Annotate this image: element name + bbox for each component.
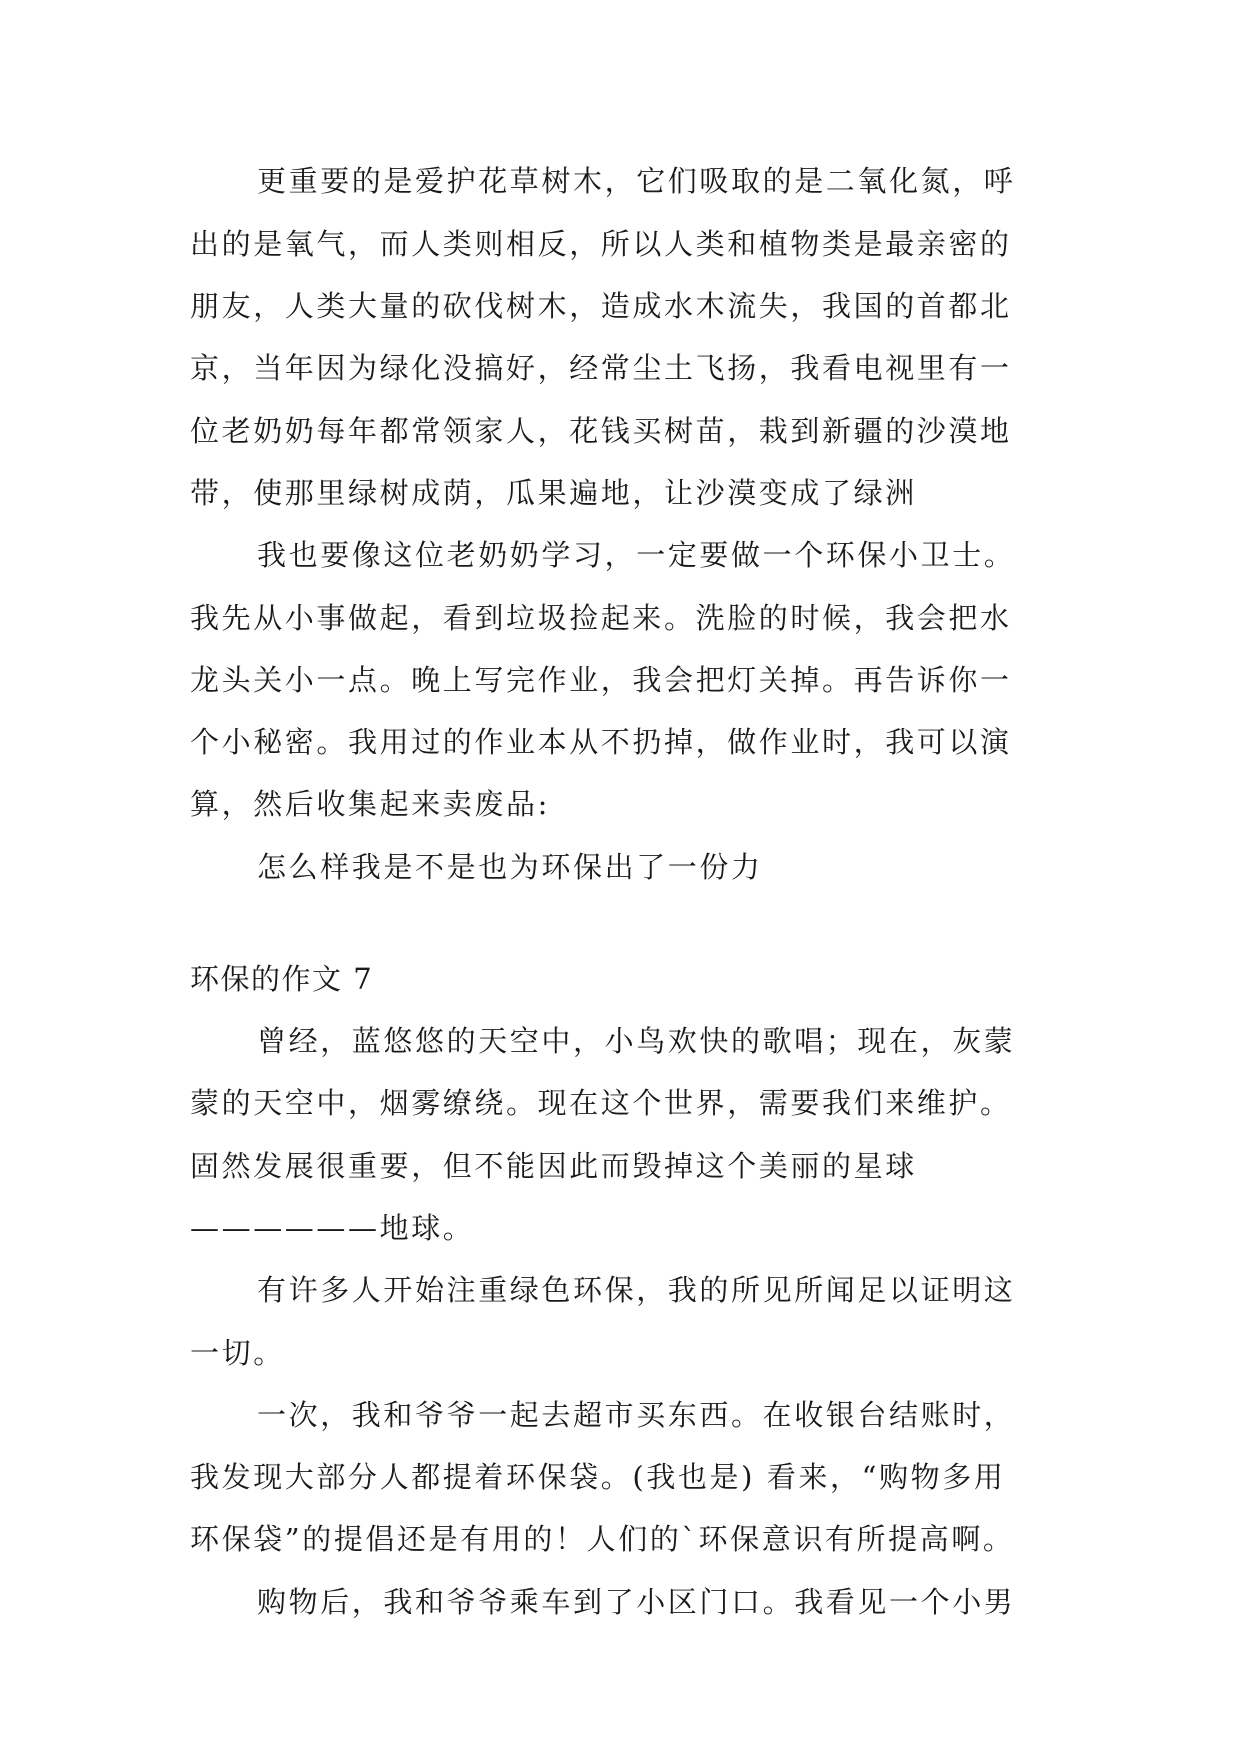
paragraph-line: 一次，我和爷爷一起去超市买东西。在收银台结账时， bbox=[257, 1398, 1016, 1432]
paragraph-line: 更重要的是爱护花草树木，它们吸取的是二氧化氮，呼 bbox=[257, 164, 1016, 198]
paragraph-line: 怎么样我是不是也为环保出了一份力 bbox=[257, 850, 763, 884]
paragraph-line: 一切。 bbox=[190, 1336, 285, 1370]
paragraph-line: 带，使那里绿树成荫，瓜果遍地，让沙漠变成了绿洲 bbox=[190, 476, 917, 510]
paragraph-line: 我也要像这位老奶奶学习，一定要做一个环保小卫士。 bbox=[257, 538, 1016, 572]
paragraph-line: 位老奶奶每年都常领家人，花钱买树苗，栽到新疆的沙漠地 bbox=[190, 414, 1012, 448]
paragraph-line: 算，然后收集起来卖废品: bbox=[190, 787, 550, 821]
paragraph-line: 有许多人开始注重绿色环保，我的所见所闻足以证明这 bbox=[257, 1273, 1016, 1307]
paragraph-line: ——————地球。 bbox=[190, 1211, 475, 1245]
paragraph-line: 个小秘密。我用过的作业本从不扔掉，做作业时，我可以演 bbox=[190, 725, 1012, 759]
paragraph-line: 京，当年因为绿化没搞好，经常尘土飞扬，我看电视里有一 bbox=[190, 351, 1012, 385]
section-title: 环保的作文 7 bbox=[190, 962, 374, 996]
paragraph-line: 蒙的天空中，烟雾缭绕。现在这个世界，需要我们来维护。 bbox=[190, 1086, 1012, 1120]
paragraph-line: 龙头关小一点。晚上写完作业，我会把灯关掉。再告诉你一 bbox=[190, 663, 1012, 697]
paragraph-line: 环保袋”的提倡还是有用的！人们的`环保意识有所提高啊。 bbox=[190, 1522, 1015, 1556]
paragraph-line: 固然发展很重要，但不能因此而毁掉这个美丽的星球 bbox=[190, 1149, 917, 1183]
paragraph-line: 曾经，蓝悠悠的天空中，小鸟欢快的歌唱；现在，灰蒙 bbox=[257, 1024, 1016, 1058]
paragraph-line: 购物后，我和爷爷乘车到了小区门口。我看见一个小男 bbox=[257, 1585, 1016, 1619]
paragraph-line: 我发现大部分人都提着环保袋。(我也是) 看来，“购物多用 bbox=[190, 1460, 1006, 1494]
paragraph-line: 我先从小事做起，看到垃圾捡起来。洗脸的时候，我会把水 bbox=[190, 601, 1012, 635]
paragraph-line: 出的是氧气，而人类则相反，所以人类和植物类是最亲密的 bbox=[190, 227, 1012, 261]
paragraph-line: 朋友，人类大量的砍伐树木，造成水木流失，我国的首都北 bbox=[190, 289, 1012, 323]
